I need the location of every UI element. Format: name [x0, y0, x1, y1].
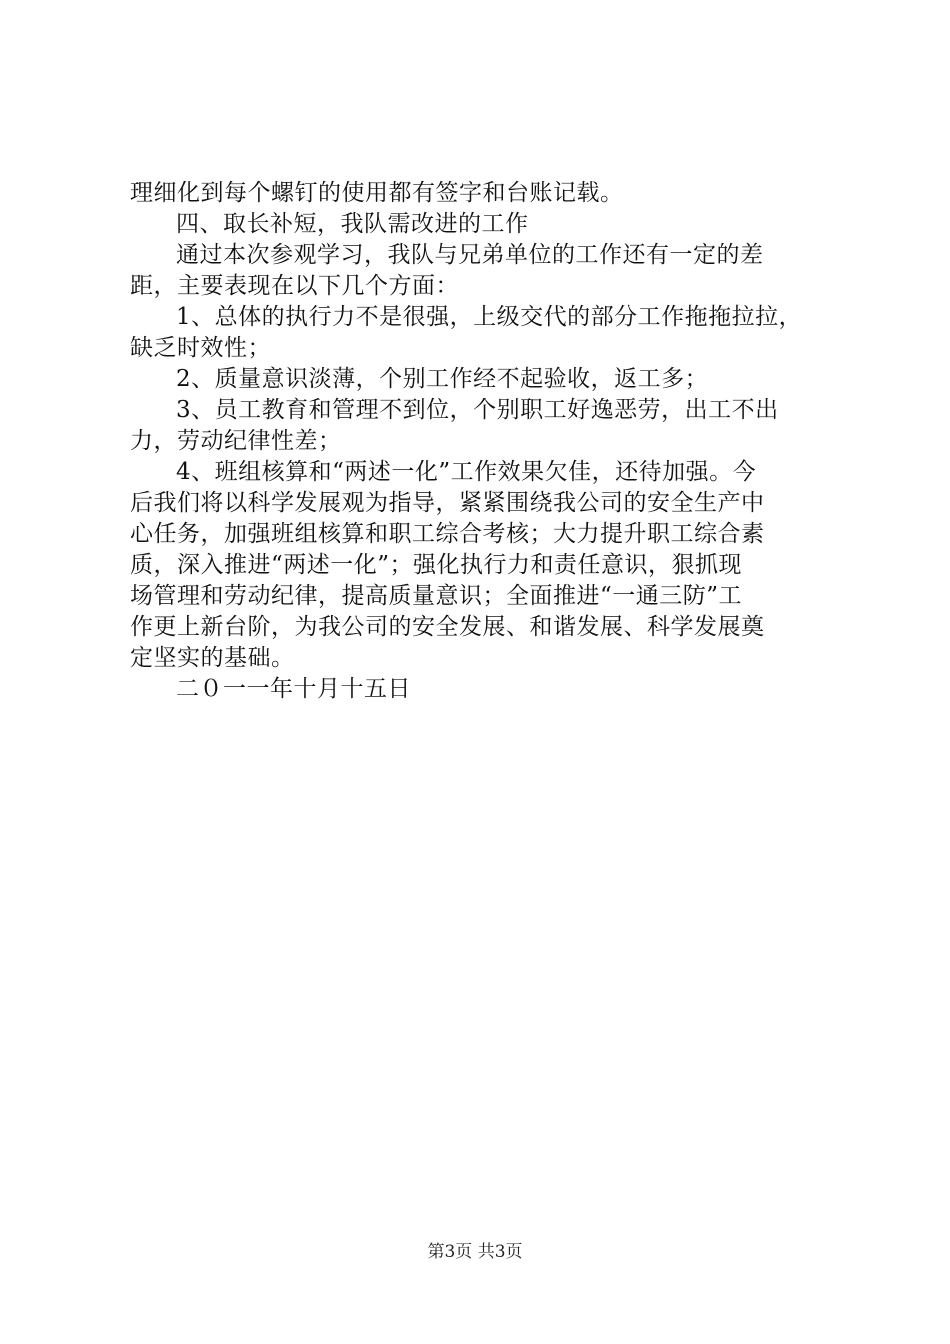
list-item-line: 4、班组核算和“两述一化”工作效果欠佳，还待加强。今 — [176, 459, 757, 485]
list-item-line: 缺乏时效性； — [130, 335, 271, 361]
paragraph-line: 通过本次参观学习，我队与兄弟单位的工作还有一定的差 — [176, 242, 764, 268]
paragraph-line: 理细化到每个螺钉的使用都有签字和台账记载。 — [130, 180, 624, 206]
list-item-line: 3、员工教育和管理不到位，个别职工好逸恶劳，出工不出 — [176, 397, 779, 423]
paragraph-line: 场管理和劳动纪律，提高质量意识；全面推进“一通三防”工 — [130, 583, 743, 609]
paragraph-line: 质，深入推进“两述一化”；强化执行力和责任意识，狠抓现 — [130, 552, 743, 578]
paragraph-line: 距，主要表现在以下几个方面： — [130, 273, 459, 299]
page-number-footer: 第3页 共3页 — [427, 1242, 523, 1262]
paragraph-line: 定坚实的基础。 — [130, 645, 295, 671]
document-date: 二０一一年十月十五日 — [176, 676, 411, 702]
paragraph-line: 心任务，加强班组核算和职工综合考核；大力提升职工综合素 — [130, 521, 765, 547]
list-item-line: 2、质量意识淡薄，个别工作经不起验收，返工多； — [176, 366, 709, 392]
section-heading: 四、取长补短，我队需改进的工作 — [176, 211, 529, 237]
list-item-line: 1、总体的执行力不是很强，上级交代的部分工作拖拖拉拉， — [176, 304, 803, 330]
paragraph-line: 后我们将以科学发展观为指导，紧紧围绕我公司的安全生产中 — [130, 490, 765, 516]
list-item-line: 力，劳动纪律性差； — [130, 428, 342, 454]
paragraph-line: 作更上新台阶，为我公司的安全发展、和谐发展、科学发展奠 — [130, 614, 765, 640]
